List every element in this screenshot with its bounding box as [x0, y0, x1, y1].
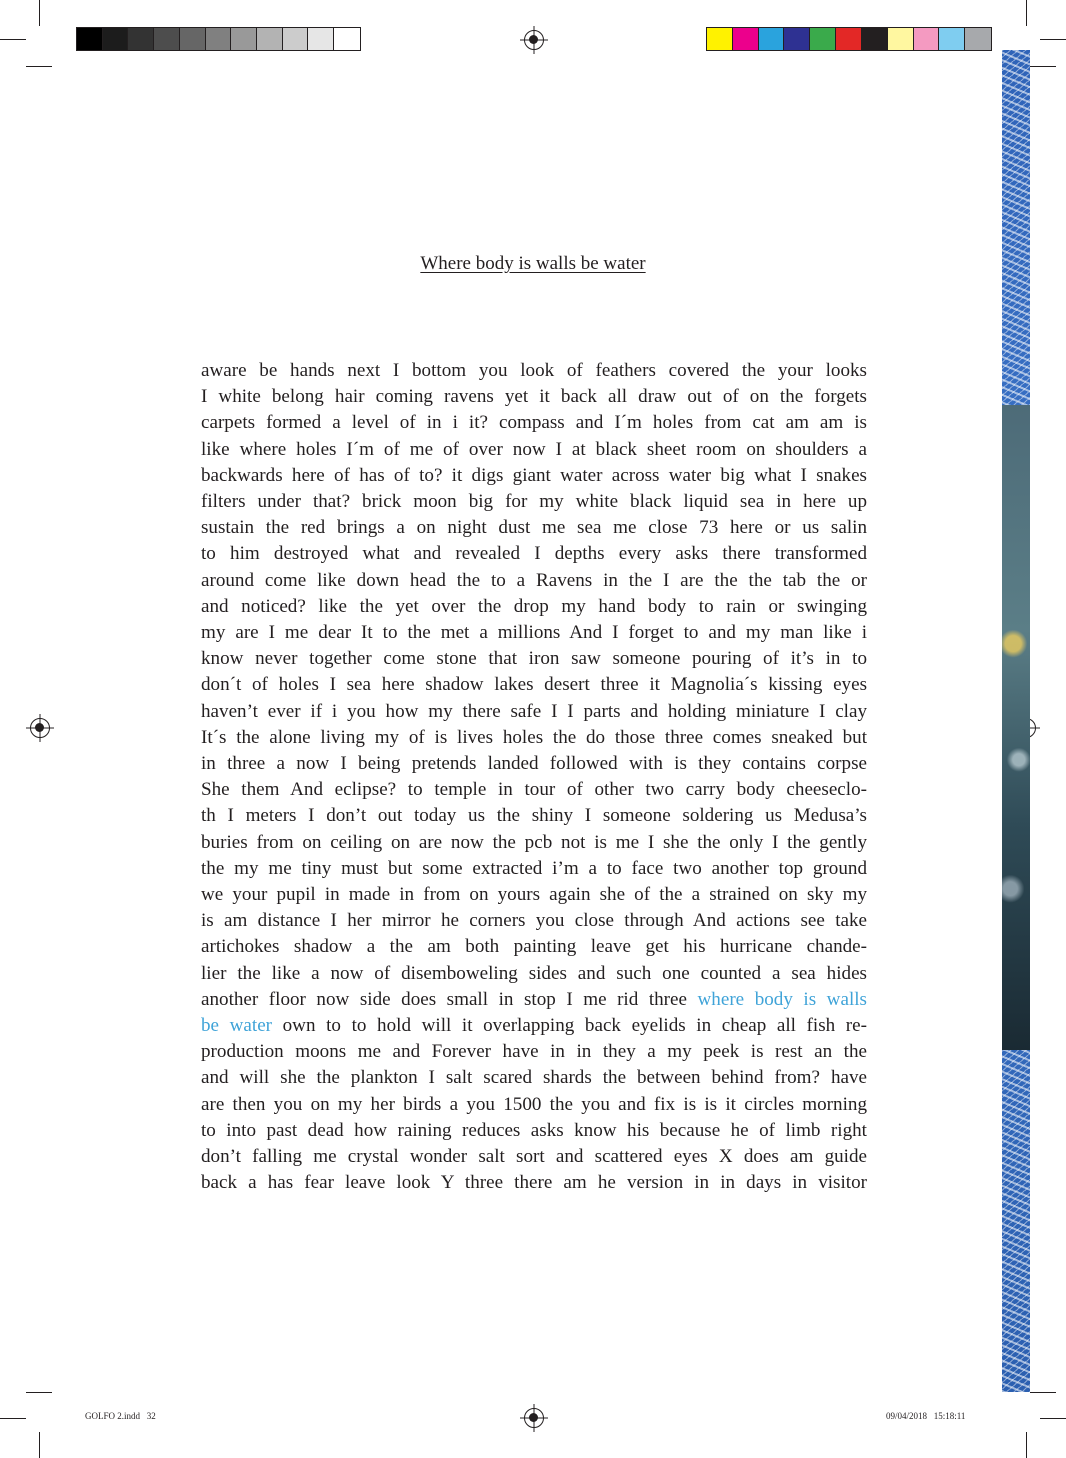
color-swatch	[836, 28, 862, 50]
crop-mark-top-left	[0, 39, 26, 40]
body-line: we your pupil in made in from on yours again she of the a strained on sky my	[201, 884, 867, 906]
body-line: lier the like a now of disemboweling sides and such one counted a sea hides	[201, 962, 867, 984]
body-line: the my me tiny must but some extracted i’m a to face two another top ground	[201, 857, 867, 879]
color-swatch	[103, 28, 129, 50]
body-line: don´t of holes I sea here shadow lakes desert three it Magnolia´s kissing eyes	[201, 674, 867, 696]
crop-mark-top-right	[1030, 66, 1056, 67]
body-line: don’t falling me crystal wonder salt sort and scattered eyes X does am guide	[201, 1146, 867, 1168]
body-line: in three a now I being pretends landed followed with is they contains corpse	[201, 753, 867, 775]
crop-mark-bottom-left	[39, 1432, 40, 1458]
body-line: to him destroyed what and revealed I depths every asks there transformed	[201, 543, 867, 565]
registration-mark-bottom	[524, 1408, 544, 1428]
color-swatch	[888, 28, 914, 50]
crop-mark-bottom-right	[1030, 1392, 1056, 1393]
color-swatch	[257, 28, 283, 50]
body-line: I white belong hair coming ravens yet it back all draw out of on the forgets	[201, 386, 867, 408]
body-line: aware be hands next I bottom you look of feathers covered the your looks	[201, 360, 867, 381]
color-swatch	[128, 28, 154, 50]
crop-mark-bottom-right	[1026, 1432, 1027, 1458]
color-swatch	[810, 28, 836, 50]
body-line	[201, 987, 867, 1013]
crop-mark-bottom-right	[1040, 1418, 1066, 1419]
body-line: buries from on ceiling on are now the pcb not is me I she the only I the gently	[201, 831, 867, 853]
poem-title: Where body is walls be water	[420, 253, 646, 274]
color-swatch	[862, 28, 888, 50]
body-line: and will she the plankton I salt scared shards the between behind from? have	[201, 1067, 867, 1089]
highlighted-phrase: where body is walls	[697, 988, 867, 1010]
body-line: back a has fear leave look Y three there am he version in in days in visitor	[201, 1172, 867, 1194]
body-line: are then you on my her birds a you 1500 the you and fix is is it circles morning	[201, 1093, 867, 1115]
body-line: carpets formed a level of in i it? compass and I´m holes from cat am am is	[201, 412, 867, 434]
color-swatch	[77, 28, 103, 50]
color-swatch	[914, 28, 940, 50]
color-swatch	[733, 28, 759, 50]
body-line: haven’t ever if i you how my there safe I I parts and holding miniature I clay	[201, 700, 867, 722]
body-line: It´s the alone living my of is lives holes the do those three comes sneaked but	[201, 726, 867, 748]
highlighted-phrase: be water	[201, 1015, 273, 1037]
color-swatch	[707, 28, 733, 50]
footer-timestamp: 09/04/2018 15:18:11	[886, 1411, 966, 1421]
body-line	[201, 1013, 867, 1039]
body-text-segment: own to to hold will it overlapping back eyelids in cheap all fish re-	[272, 1015, 867, 1037]
color-swatch	[308, 28, 334, 50]
body-line: th I meters I don’t out today us the shiny I someone soldering us Medusa’s	[201, 805, 867, 827]
body-line: production moons me and Forever have in in they a my peek is rest an the	[201, 1041, 867, 1063]
color-swatch	[784, 28, 810, 50]
body-line: filters under that? brick moon big for my white black liquid sea in here up	[201, 491, 867, 513]
body-line: backwards here of has of to? it digs giant water across water big what I snakes	[201, 464, 867, 486]
body-line: is am distance I her mirror he corners you close through And actions see take	[201, 910, 867, 932]
color-swatch	[939, 28, 965, 50]
body-line: sustain the red brings a on night dust me sea me close 73 here or us salin	[201, 517, 867, 539]
body-line: know never together come stone that iron saw someone pouring of it’s in to	[201, 648, 867, 670]
color-swatch	[965, 28, 991, 50]
color-swatch	[206, 28, 232, 50]
crop-mark-top-right	[1026, 0, 1027, 26]
body-line: artichokes shadow a the am both painting leave get his hurricane chande-	[201, 936, 867, 958]
color-swatch	[154, 28, 180, 50]
registration-mark-left	[30, 718, 50, 738]
color-swatch	[180, 28, 206, 50]
body-line: like where holes I´m of me of over now I at black sheet room on shoulders a	[201, 438, 867, 460]
crop-mark-top-left	[39, 0, 40, 26]
body-line: and noticed? like the yet over the drop my hand body to rain or swinging	[201, 595, 867, 617]
body-line: around come like down head the to a Ravens in the I are the the tab the or	[201, 569, 867, 591]
footer-file-slug: GOLFO 2.indd 32	[85, 1411, 156, 1421]
grayscale-color-bar	[76, 27, 361, 51]
body-text-segment: another floor now side does small in stop I me rid three	[201, 988, 698, 1010]
body-line: to into past dead how raining reduces asks know his because he of limb right	[201, 1119, 867, 1141]
body-line: my are I me dear It to the met a millions And I forget to and my man like i	[201, 622, 867, 644]
poem-body	[201, 358, 867, 1197]
color-swatch	[231, 28, 257, 50]
body-line: She them And eclipse? to temple in tour of other two carry body cheeseclo-	[201, 779, 867, 801]
crop-mark-top-right	[1040, 39, 1066, 40]
crop-mark-bottom-left	[0, 1418, 26, 1419]
crop-mark-top-left	[26, 66, 52, 67]
bleed-photo-image	[1002, 405, 1030, 1050]
process-color-bar	[706, 27, 992, 51]
color-swatch	[283, 28, 309, 50]
color-swatch	[759, 28, 785, 50]
crop-mark-bottom-left	[26, 1392, 52, 1393]
registration-mark-top	[524, 30, 544, 50]
color-swatch	[334, 28, 360, 50]
